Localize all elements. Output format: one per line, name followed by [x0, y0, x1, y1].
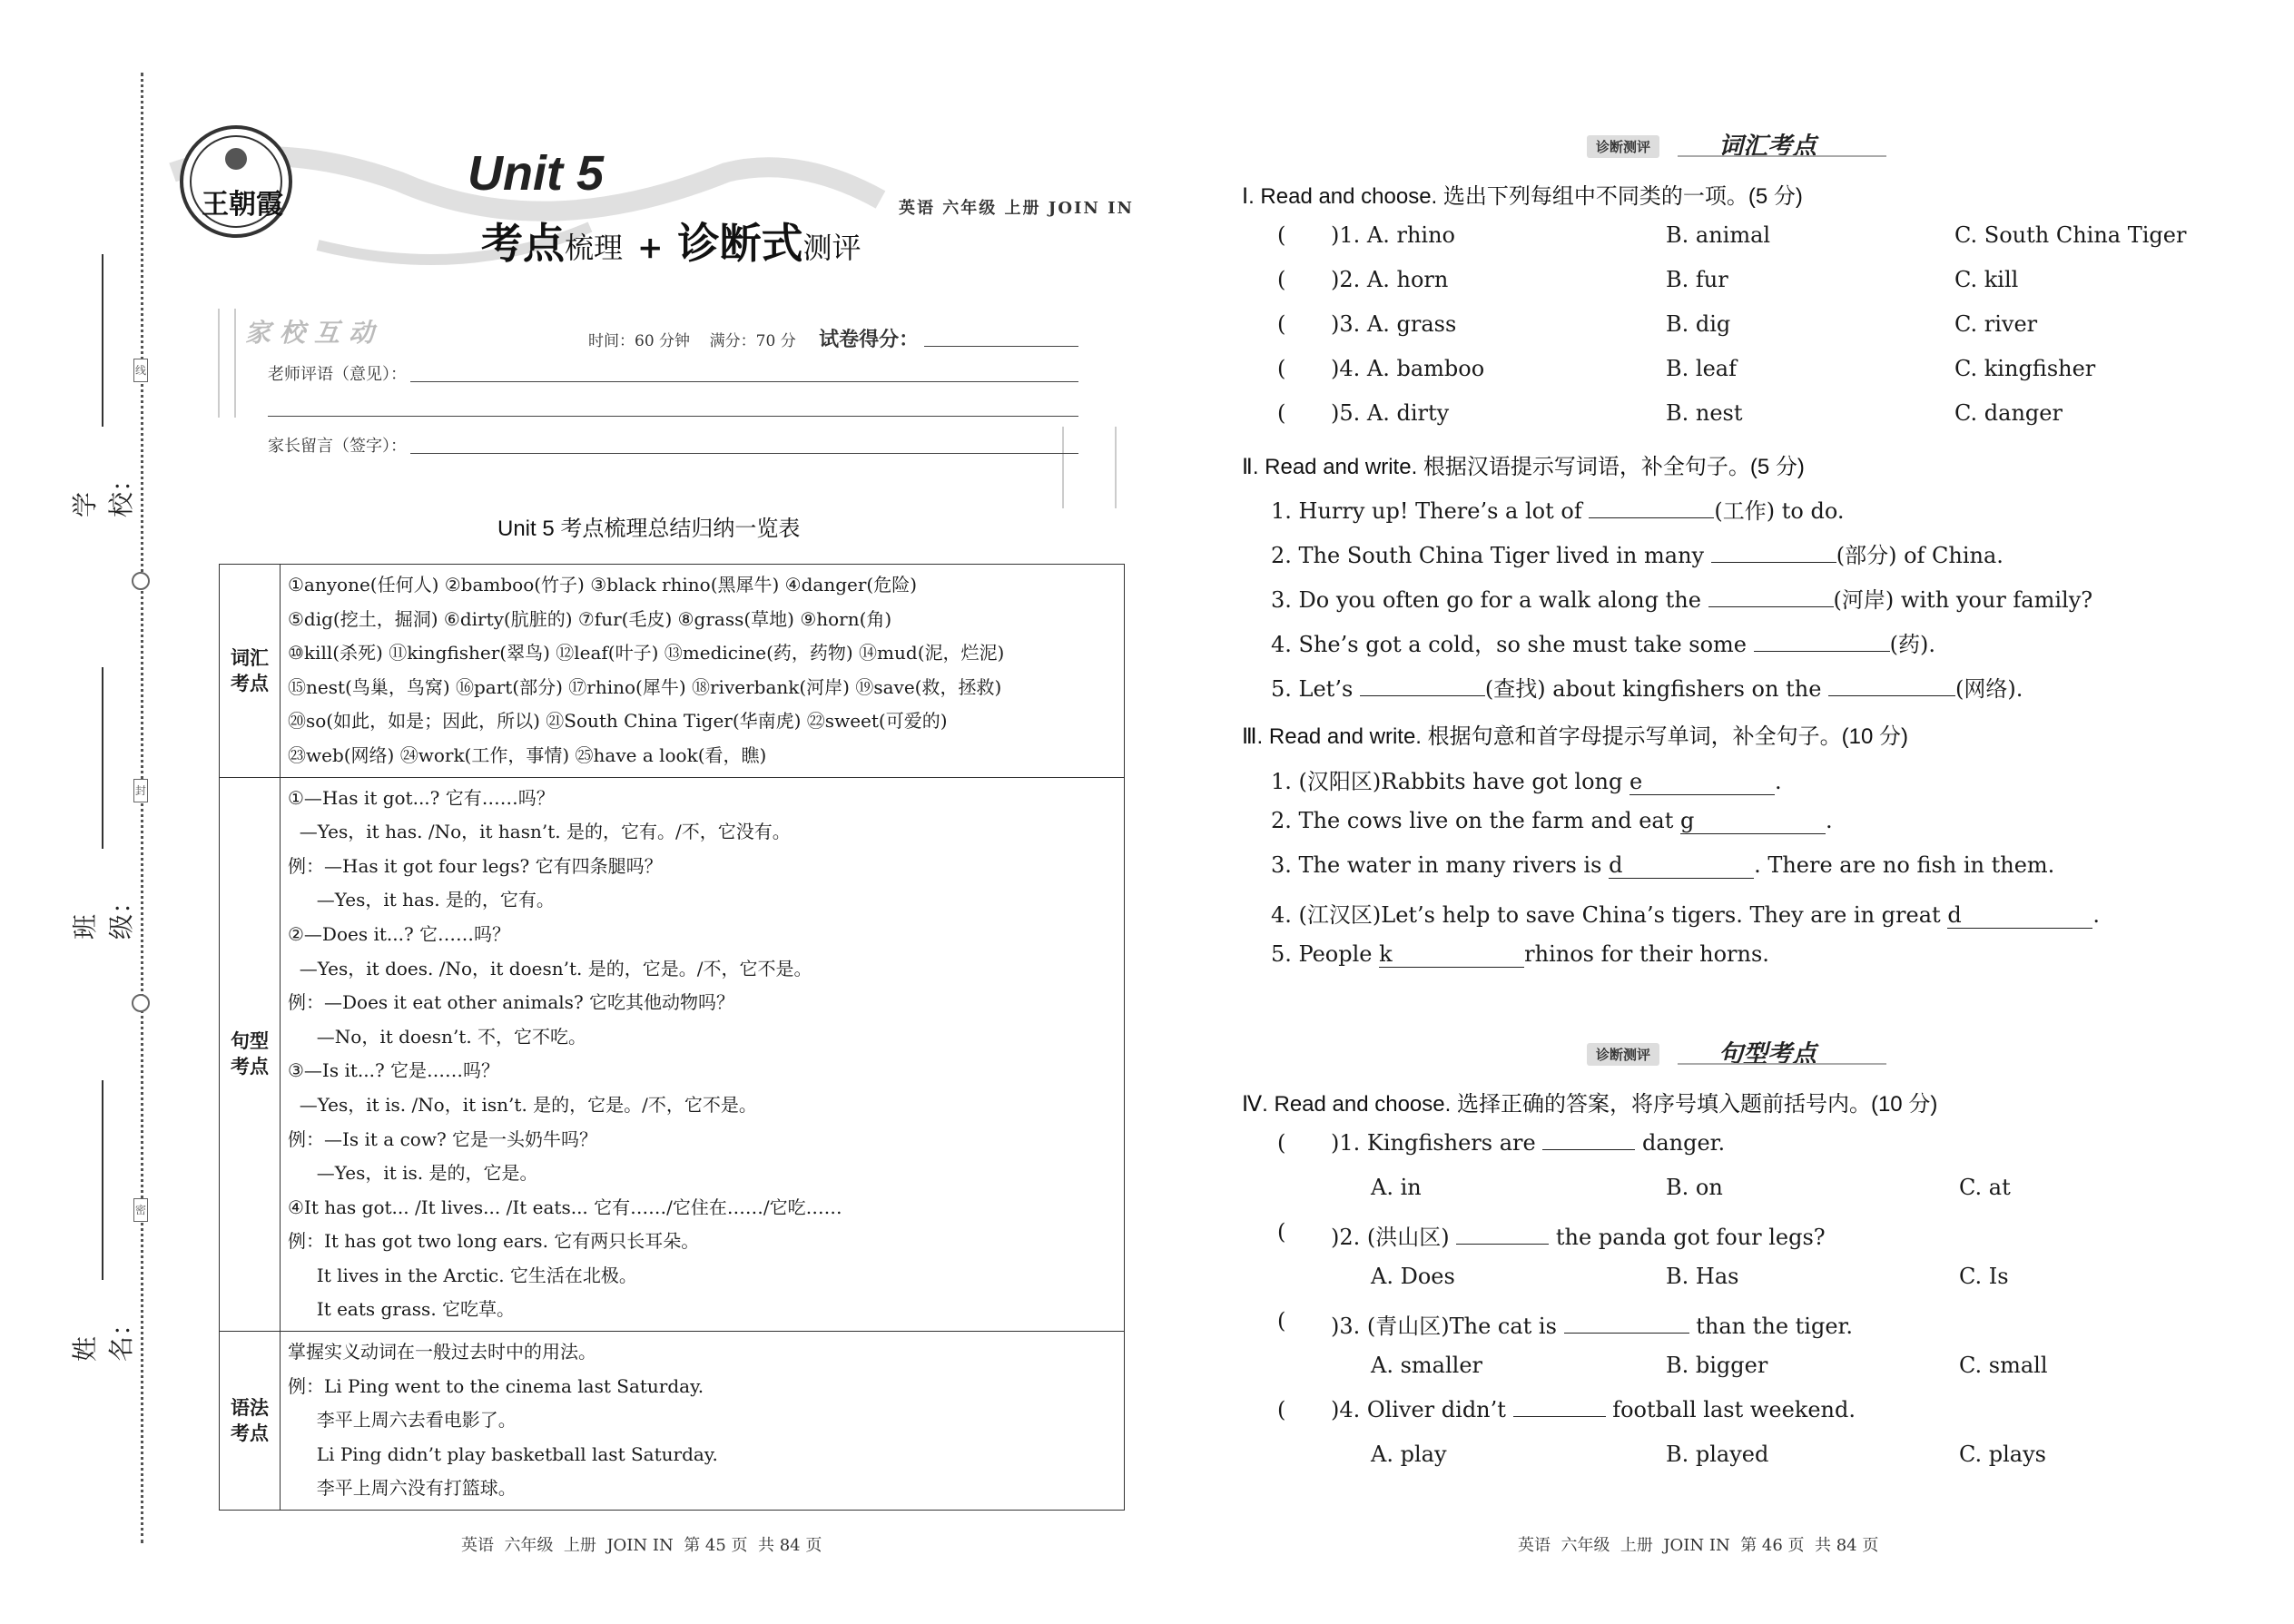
option-c[interactable]: C. Is [1959, 1264, 2009, 1289]
fill-sentence [1271, 897, 2100, 929]
initial-letter: e [1629, 769, 1643, 794]
sentence-line: —Yes，it has. /No，it hasn’t. 是的，它有。/不，它没有。 [288, 821, 791, 843]
section-badge-sentence [1587, 1038, 1886, 1068]
sentence-line: —Yes，it has. 是的，它有。 [288, 889, 555, 911]
paren-open: ( [1277, 1130, 1286, 1156]
grammar-line: 例：Li Ping went to the cinema last Saturday. [288, 1374, 704, 1397]
paren-open: ( [1277, 267, 1286, 292]
sentence-line: 例：—Does it eat other animals? 它吃其他动物吗？ [288, 991, 735, 1014]
binding-mark: 封 [133, 779, 148, 802]
question-stem [1331, 1130, 1725, 1156]
hint-text: (网络). [1955, 676, 2023, 702]
stem-text: )3. (青山区)The cat is [1331, 1314, 1557, 1339]
sentence-line: ③—Is it...? 它是……吗？ [288, 1059, 500, 1082]
hint-text: (药). [1889, 632, 1936, 657]
answer-blank[interactable] [1456, 1244, 1549, 1245]
fill-sentence [1271, 626, 1935, 658]
sentence-category: 句型考点 [220, 777, 281, 1332]
sentence-text: 1. Hurry up! There’s a lot of [1271, 498, 1582, 524]
school-line [102, 254, 103, 427]
sentence-text: 5. Let’s [1271, 676, 1354, 702]
option-b[interactable]: B. bigger [1666, 1353, 1768, 1378]
subtitle-d: 测评 [802, 231, 861, 265]
vocab-category: 词汇考点 [220, 565, 281, 778]
stem-end: than the tiger. [1696, 1314, 1853, 1339]
choice-c: C. river [1954, 311, 2038, 337]
sentence-row [220, 777, 1125, 1332]
footer-right: 英语 六年级 上册 JOIN IN 第 46 页 共 84 页 [1518, 1536, 1879, 1555]
parent-comment-label: 家长留言（签字）： [268, 437, 407, 456]
fill-sentence [1271, 941, 1769, 968]
stem-text: )2. (洪山区) [1331, 1225, 1450, 1250]
sentence-line: It lives in the Arctic. 它生活在北极。 [288, 1264, 637, 1286]
fill-sentence [1271, 582, 2092, 614]
sentence-line: —Yes，it is. 是的，它是。 [288, 1162, 538, 1185]
section-3-heading: Ⅲ. Read and write. 根据句意和首字母提示写单词，补全句子。(10 分) [1242, 724, 1908, 749]
section-4-heading: Ⅳ. Read and choose. 选择正确的答案，将序号填入题前括号内。(10 分) [1242, 1092, 1938, 1117]
deco-bracket [1062, 427, 1117, 508]
answer-blank[interactable] [1360, 695, 1485, 696]
sentence-line: It eats grass. 它吃草。 [288, 1298, 516, 1321]
stem-end: danger. [1641, 1130, 1726, 1156]
vocab-line: ①anyone(任何人) ②bamboo(竹子) ③black rhino(黑犀牛) ④danger(危险) [288, 574, 918, 595]
subtitle-c: 诊断式 [677, 219, 803, 268]
exam-meta [588, 324, 919, 352]
summary-table [219, 564, 1125, 1511]
hint-text: (工作) to do. [1714, 498, 1845, 524]
table-title: Unit 5 考点梳理总结归纳一览表 [497, 517, 801, 541]
choice-b: B. animal [1666, 222, 1771, 248]
badge-title: 句型考点 [1718, 1040, 1816, 1068]
hint-text: (河岸) with your family? [1833, 587, 2093, 613]
answer-blank[interactable] [1513, 1416, 1606, 1417]
hint-text: (部分) of China. [1836, 543, 2004, 568]
footer-left: 英语 六年级 上册 JOIN IN 第 45 页 共 84 页 [461, 1536, 822, 1555]
badge-tag: 诊断测评 [1587, 1043, 1659, 1066]
vocab-line: ⑩kill(杀死) ⑪kingfisher(翠鸟) ⑫leaf(叶子) ⑬medicine(药，药物) ⑭mud(泥，烂泥) [288, 642, 1005, 664]
section-badge-vocab [1587, 130, 1886, 161]
option-c[interactable]: C. small [1959, 1353, 2048, 1378]
teacher-comment-line[interactable] [268, 416, 1078, 417]
grammar-content [281, 1332, 1125, 1511]
hint-text: (查找) about kingfishers on the [1484, 676, 1822, 702]
sentence-line: —Yes，it is. /No，it isn’t. 是的，它是。/不，它不是。 [288, 1093, 757, 1116]
sentence-text: 3. Do you often go for a walk along the [1271, 587, 1701, 613]
sentence-text: 2. The cows live on the farm and eat [1271, 808, 1674, 833]
fill-sentence [1271, 671, 2023, 703]
stem-text: )1. Kingfishers are [1331, 1130, 1536, 1156]
subtitle-a: 考点 [481, 219, 565, 268]
logo-text: 王朝霞 [202, 189, 283, 221]
name-line [102, 1080, 103, 1280]
choice-a: )5. A. dirty [1331, 400, 1450, 426]
teacher-comment-label: 老师评语（意见）： [268, 365, 407, 384]
binding-mark: 密 [133, 1198, 148, 1222]
grammar-line: 李平上周六没有打篮球。 [288, 1477, 517, 1500]
answer-blank[interactable] [1542, 1149, 1635, 1150]
binding-dotted-line [141, 73, 143, 1543]
sentence-text: 3. The water in many rivers is [1271, 852, 1602, 878]
badge-title: 词汇考点 [1718, 133, 1816, 161]
sentence-text: 4. She’s got a cold，so she must take some [1271, 632, 1748, 657]
choice-a: )4. A. bamboo [1331, 356, 1485, 381]
binding-hole [132, 572, 150, 590]
initial-letter: d [1947, 902, 1962, 928]
sentence-line: ①—Has it got...? 它有……吗？ [288, 786, 555, 809]
option-a[interactable]: A. smaller [1371, 1353, 1482, 1378]
binding-hole [132, 994, 150, 1012]
choice-c: C. South China Tiger [1954, 222, 2187, 248]
choice-b: B. fur [1666, 267, 1728, 292]
choice-a: )2. A. horn [1331, 267, 1449, 292]
choice-c: C. kill [1954, 267, 2019, 292]
class-line [102, 667, 103, 849]
answer-blank[interactable] [1754, 651, 1890, 652]
unit-title: Unit 5 [468, 146, 605, 201]
paren-open: ( [1277, 311, 1286, 337]
initial-letter: k [1379, 941, 1393, 967]
teacher-comment-line[interactable] [410, 381, 1078, 382]
sentence-end: rhinos for their horns. [1524, 941, 1769, 967]
option-b[interactable]: B. Has [1666, 1264, 1739, 1289]
vocab-line: ⑳so(如此，如是；因此，所以) ㉑South China Tiger(华南虎) ㉒sweet(可爱的) [288, 710, 948, 733]
fill-sentence [1271, 493, 1844, 525]
stem-text: )4. Oliver didn’t [1331, 1397, 1506, 1422]
choice-c: C. danger [1954, 400, 2063, 426]
grammar-line: Li Ping didn’t play basketball last Saturday. [288, 1442, 718, 1465]
score-blank[interactable] [924, 346, 1078, 347]
fill-sentence [1271, 852, 2054, 879]
option-a[interactable]: A. play [1371, 1442, 1447, 1467]
grammar-category: 语法考点 [220, 1332, 281, 1511]
initial-blank[interactable] [1947, 902, 2092, 929]
stem-end: the panda got four legs? [1555, 1225, 1826, 1250]
choice-a: )1. A. rhino [1331, 222, 1455, 248]
sentence-end: . [1775, 769, 1782, 794]
subtitle [481, 211, 861, 271]
question-stem [1331, 1219, 1826, 1251]
school-label: 学校： [70, 466, 136, 517]
answer-blank[interactable] [1589, 517, 1714, 518]
tagline: 英语 六年级 上册 JOIN IN [899, 199, 1135, 218]
vocab-line: ⑤dig(挖土，掘洞) ⑥dirty(肮脏的) ⑦fur(毛皮) ⑧grass(草地) ⑨horn(角) [288, 607, 892, 630]
subtitle-b: 梳理 [565, 231, 624, 265]
vocab-line: ⑮nest(鸟巢，鸟窝) ⑯part(部分) ⑰rhino(犀牛) ⑱riverbank(河岸) ⑲save(救，拯救) [288, 675, 1002, 698]
stem-end: football last weekend. [1612, 1397, 1856, 1422]
sentence-line: 例：It has got two long ears. 它有两只长耳朵。 [288, 1230, 700, 1253]
sentence-text: 5. People [1271, 941, 1373, 967]
sentence-end: . There are no fish in them. [1754, 852, 2055, 878]
option-c[interactable]: C. plays [1959, 1442, 2046, 1467]
option-b[interactable]: B. on [1666, 1175, 1723, 1200]
answer-blank[interactable] [1564, 1333, 1689, 1334]
initial-blank[interactable] [1629, 769, 1775, 795]
sentence-text: 4. (江汉区)Let’s help to save China’s tigers. They are in great [1271, 902, 1941, 928]
paren-open: ( [1277, 1219, 1286, 1245]
full-score: 满分：70 分 [709, 332, 796, 350]
fill-sentence [1271, 808, 1833, 834]
vocab-row [220, 565, 1125, 778]
answer-blank[interactable] [1711, 562, 1836, 563]
name-label: 姓名： [70, 1310, 136, 1362]
badge-arrow [1678, 1063, 1886, 1065]
paren-open: ( [1277, 356, 1286, 381]
choice-b: B. leaf [1666, 356, 1737, 381]
section-1-heading: Ⅰ. Read and choose. 选出下列每组中不同类的一项。(5 分) [1242, 184, 1803, 209]
grammar-line: 掌握实义动词在一般过去时中的用法。 [288, 1341, 596, 1363]
sentence-line: —No，it doesn’t. 不，它不吃。 [288, 1025, 587, 1048]
initial-letter: g [1680, 808, 1695, 833]
home-school-title: 家校互动 [245, 318, 384, 348]
initial-blank[interactable] [1379, 941, 1524, 968]
sentence-line: ②—Does it...? 它……吗？ [288, 922, 511, 945]
class-label: 班级： [70, 888, 136, 940]
sentence-end: . [2092, 902, 2100, 928]
initial-letter: d [1609, 852, 1623, 878]
parent-comment-line[interactable] [410, 453, 1078, 454]
sentence-line: 例：—Has it got four legs? 它有四条腿吗？ [288, 854, 663, 877]
sentence-line: ④It has got... /It lives... /It eats... 它有……/它住在……/它吃…… [288, 1196, 842, 1218]
choice-a: )3. A. grass [1331, 311, 1457, 337]
answer-blank[interactable] [1828, 695, 1955, 696]
question-stem [1331, 1397, 1856, 1422]
question-stem [1331, 1308, 1853, 1340]
option-b[interactable]: B. played [1666, 1442, 1769, 1467]
paren-open: ( [1277, 222, 1286, 248]
sentence-content [281, 777, 1125, 1332]
paren-open: ( [1277, 1308, 1286, 1334]
paren-open: ( [1277, 1397, 1286, 1422]
grammar-row [220, 1332, 1125, 1511]
grammar-line: 李平上周六去看电影了。 [288, 1409, 517, 1432]
subtitle-plus: + [637, 230, 664, 266]
option-c[interactable]: C. at [1959, 1175, 2011, 1200]
answer-blank[interactable] [1708, 606, 1834, 607]
choice-c: C. kingfisher [1954, 356, 2096, 381]
paren-open: ( [1277, 400, 1286, 426]
initial-blank[interactable] [1609, 852, 1754, 879]
badge-tag: 诊断测评 [1587, 135, 1659, 158]
option-a[interactable]: A. Does [1371, 1264, 1455, 1289]
binding-mark: 线 [133, 359, 148, 382]
section-2-heading: Ⅱ. Read and write. 根据汉语提示写词语，补全句子。(5 分) [1242, 455, 1805, 479]
vocab-content [281, 565, 1125, 778]
vocab-line: ㉓web(网络) ㉔work(工作，事情) ㉕have a look(看，瞧) [288, 743, 767, 766]
sentence-end: . [1826, 808, 1833, 833]
sentence-line: 例：—Is it a cow? 它是一头奶牛吗？ [288, 1127, 598, 1150]
deco-bracket [218, 309, 236, 418]
choice-b: B. dig [1666, 311, 1731, 337]
initial-blank[interactable] [1680, 808, 1826, 834]
badge-arrow [1678, 155, 1886, 157]
fill-sentence [1271, 763, 1782, 795]
fill-sentence [1271, 537, 2004, 569]
time-limit: 时间：60 分钟 [588, 332, 691, 350]
sentence-line: —Yes，it does. /No，it doesn’t. 是的，它是。/不，它不是。 [288, 957, 812, 979]
score-label: 试卷得分： [819, 328, 920, 351]
choice-b: B. nest [1666, 400, 1743, 426]
option-a[interactable]: A. in [1371, 1175, 1422, 1200]
sentence-text: 1. (汉阳区)Rabbits have got long [1271, 769, 1623, 794]
sentence-text: 2. The South China Tiger lived in many [1271, 543, 1705, 568]
